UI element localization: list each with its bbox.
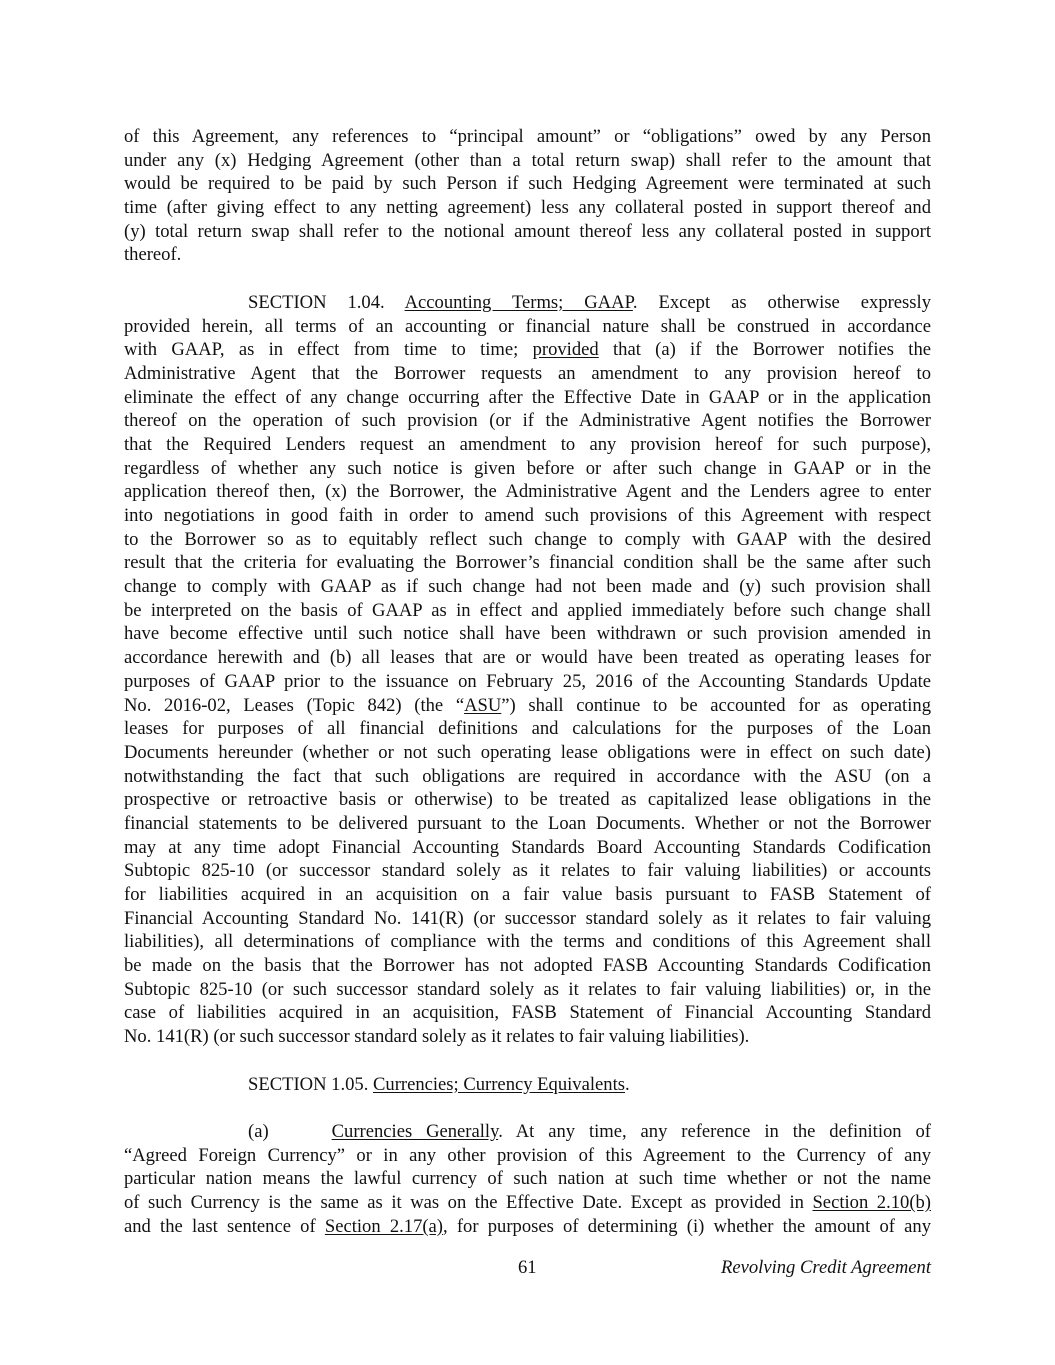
page-number: 61 [518,1257,537,1278]
text-line [124,622,931,646]
text-run: result that the criteria for evaluating the Borrower’s financial condition shall be the same after such [124,552,931,574]
text-run: liabilities), all determinations of compliance with the terms and conditions of this Agreement shall [124,931,931,953]
text-line [124,978,931,1002]
text-run: financial statements to be delivered pursuant to the Loan Documents. Whether or not the Borrower [124,812,931,834]
text-run: thereof on the operation of such provision (or if the Administrative Agent notifies the Borrower [124,410,931,432]
text-line [124,504,931,528]
text-run: of such Currency is the same as it was on the Effective Date. Except as provided in [124,1191,813,1213]
text-run: (y) total return swap shall refer to the notional amount thereof less any collateral posted in support [124,220,931,242]
underlined-term: Accounting Terms; GAAP [404,291,633,313]
text-run: SECTION 1.05. [248,1073,373,1095]
underlined-term: Section 2.17(a) [324,1215,444,1237]
text-run: and the last sentence of [124,1215,325,1237]
document-title: Revolving Credit Agreement [721,1257,931,1278]
underlined-term: Section 2.10(b) [812,1191,931,1213]
text-line [124,788,931,812]
text-run: for liabilities acquired in an acquisition on a fair value basis pursuant to FASB Statement of [124,884,931,905]
text-run: Documents hereunder (whether or not such operating lease obligations were in effect on such date) [124,741,931,763]
text-run: may at any time adopt Financial Accounting Standards Board Accounting Standards Codification [124,836,931,858]
text-line [124,409,931,433]
text-line [124,1001,931,1025]
text-run: . At any time, any reference in the definition of [498,1120,931,1142]
text-line [124,338,931,362]
text-run: notwithstanding the fact that such obligations are required in accordance with the ASU (on a [124,765,931,787]
underlined-term: provided [532,339,599,361]
paragraph [124,1073,931,1097]
text-run: thereof. [124,244,182,266]
text-run: to the Borrower so as to equitably reflect such change to comply with GAAP with the desired [124,528,931,550]
text-run: with GAAP, as in effect from time to time; [124,339,533,361]
text-line [124,196,931,220]
text-run: would be required to be paid by such Person if such Hedging Agreement were terminated at such [124,173,931,195]
text-line [124,954,931,978]
text-line [124,315,931,339]
text-line [124,717,931,741]
text-line [124,1025,931,1049]
document-body [124,125,931,1262]
text-run: . Except as otherwise expressly [632,291,931,313]
text-run: that (a) if the Borrower notifies the [598,339,931,361]
text-line [124,1215,931,1239]
text-run: regardless of whether any such notice is given before or after such change in GAAP or in the [124,457,931,479]
text-run: Subtopic 825-10 (or successor standard solely as it relates to fair valuing liabilities) or accounts [124,860,931,882]
text-run: time (after giving effect to any netting agreement) less any collateral posted in support thereof and [124,197,931,219]
text-run: purposes of GAAP prior to the issuance on February 25, 2016 of the Accounting Standards Update [124,670,931,692]
text-line [124,386,931,410]
text-line [124,1120,931,1144]
text-run: be interpreted on the basis of GAAP as in effect and applied immediately before such change shall [124,599,931,621]
text-run: . [624,1073,630,1095]
text-line [124,362,931,386]
text-run: Administrative Agent that the Borrower requests an amendment to any provision hereof to [124,362,931,384]
underlined-term: Currencies Generally [331,1120,499,1142]
text-run: (a) [248,1120,269,1142]
text-run: eliminate the effect of any change occurring after the Effective Date in GAAP or in the application [124,386,931,408]
text-run: No. 141(R) (or such successor standard solely as it relates to fair valuing liabilities). [124,1026,750,1048]
text-run: particular nation means the lawful currency of such nation at such time whether or not the name [124,1168,931,1190]
text-run: of this Agreement, any references to “principal amount” or “obligations” owed by any Person [124,126,931,147]
text-run: ”) shall continue to be accounted for as operating [501,694,931,716]
text-line [124,220,931,244]
text-line [124,859,931,883]
text-run: No. 2016-02, Leases (Topic 842) (the “ [124,694,465,716]
text-line [124,125,931,149]
text-line [124,172,931,196]
text-line [124,1167,931,1191]
text-run: be made on the basis that the Borrower has not adopted FASB Accounting Standards Codification [124,955,931,977]
text-line [124,741,931,765]
text-run: application thereof then, (x) the Borrower, the Administrative Agent and the Lenders agree to enter [124,481,931,503]
text-line [124,883,931,907]
text-line [124,291,931,315]
text-run: SECTION 1.04. [248,291,405,313]
text-line [124,599,931,623]
text-line [124,694,931,718]
text-run: under any (x) Hedging Agreement (other than a total return swap) shall refer to the amount that [124,149,931,171]
text-line [124,930,931,954]
text-run: prospective or retroactive basis or otherwise) to be treated as capitalized lease obligations in the [124,789,931,811]
text-run: leases for purposes of all financial definitions and calculations for the purposes of the Loan [124,718,931,740]
text-run: change to comply with GAAP as if such change had not been made and (y) such provision shall [124,576,931,598]
text-line [124,433,931,457]
text-line [124,149,931,173]
text-line [124,907,931,931]
text-line [124,1144,931,1168]
text-line [124,836,931,860]
text-line [124,528,931,552]
text-line [124,551,931,575]
text-line [124,480,931,504]
text-line [124,670,931,694]
text-line [124,812,931,836]
text-run: Subtopic 825-10 (or such successor standard solely as it relates to fair valuing liabilities) or, in the [124,978,931,1000]
text-run: provided herein, all terms of an accounting or financial nature shall be construed in accordance [124,315,931,337]
text-line [124,765,931,789]
text-run: into negotiations in good faith in order to amend such provisions of this Agreement with respect [124,505,931,526]
text-run: , for purposes of determining (i) whether the amount of any [443,1215,931,1237]
text-run: “Agreed Foreign Currency” or in any other provision of this Agreement to the Currency of any [124,1144,931,1166]
text-run: Financial Accounting Standard No. 141(R) (or successor standard solely as it relates to fair valuing [124,907,931,929]
paragraph [124,1120,931,1238]
text-line [124,646,931,670]
underlined-term: Currencies; Currency Equivalents [373,1073,625,1095]
text-line [124,457,931,481]
text-line [124,1191,931,1215]
text-run: accordance herewith and (b) all leases that are or would have been treated as operating leases for [124,647,931,669]
paragraph [124,291,931,1049]
text-run: that the Required Lenders request an amendment to any provision hereof for such purpose), [124,433,931,455]
underlined-term: ASU [464,694,502,716]
text-run: have become effective until such notice shall have been withdrawn or such provision amended in [124,623,931,645]
page-footer [124,1256,931,1280]
text-line [124,575,931,599]
text-line [124,243,931,267]
text-line [124,1073,931,1097]
paragraph [124,125,931,267]
text-run: case of liabilities acquired in an acquisition, FASB Statement of Financial Accounting Standard [124,1002,931,1024]
